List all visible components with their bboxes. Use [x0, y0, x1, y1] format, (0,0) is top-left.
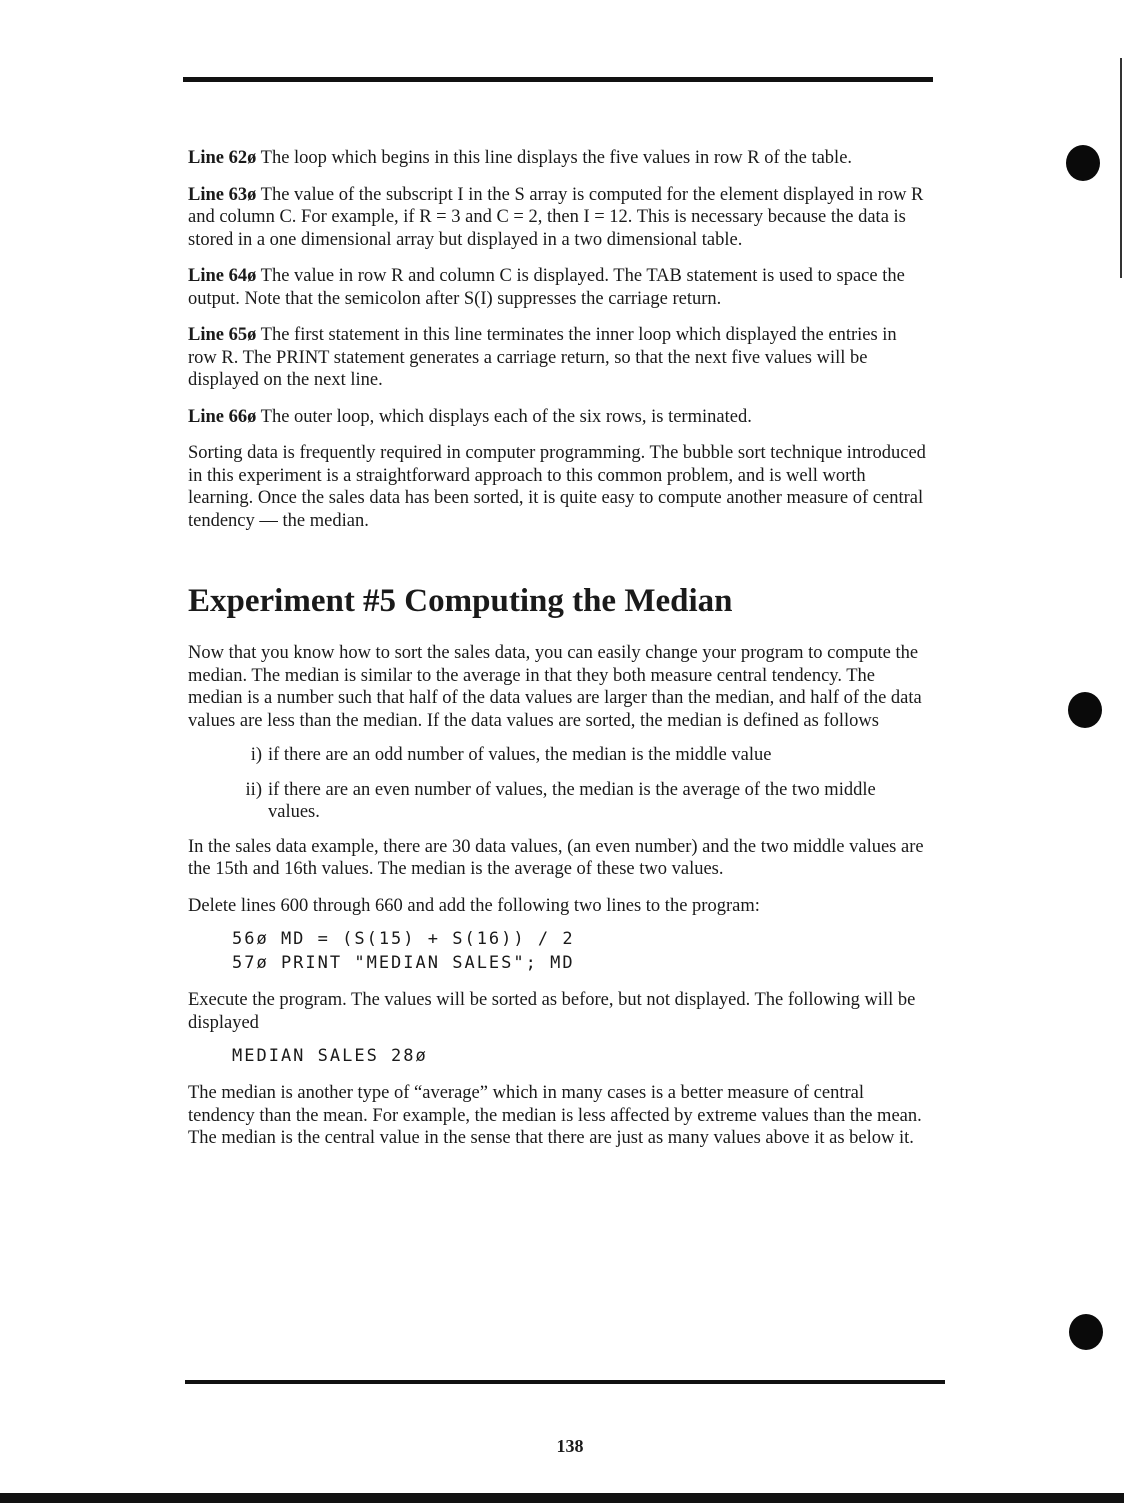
line-650-paragraph: [188, 324, 928, 392]
list-text: if there are an even number of values, the median is the average of the two middle values.: [268, 779, 876, 822]
paragraph-text: The first statement in this line terminates the inner loop which displayed the entries in row R. The PRINT statement generates a carriage return, so that the next five values will be displayed on the next line.: [188, 325, 897, 390]
section-heading: Experiment #5 Computing the Median: [188, 583, 733, 619]
paragraph-text: The loop which begins in this line displays the five values in row R of the table.: [256, 148, 853, 168]
binder-hole-middle: [1068, 692, 1102, 728]
list-number: ii): [245, 779, 262, 800]
list-text: if there are an odd number of values, the median is the middle value: [268, 745, 772, 765]
top-rule: [183, 77, 933, 82]
list-item: [234, 779, 928, 824]
binder-hole-bottom: [1069, 1314, 1103, 1350]
page-bottom-edge: [0, 1493, 1124, 1503]
line-label: Line 65ø: [188, 325, 257, 345]
page-edge-line: [1120, 58, 1122, 278]
line-label: Line 63ø: [188, 184, 257, 205]
code-block: [232, 927, 928, 975]
output-line: MEDIAN SALES 28ø: [232, 1046, 428, 1066]
intro-paragraph: Now that you know how to sort the sales data, you can easily change your program to compute the median. The median is similar to the average in that they both measure central tendency. The median is a number such that half of the data values are larger than the median, and half of the data values are less than the median. If the data values are sorted, the median is defined as follows: [188, 643, 922, 731]
code-line: 56ø MD = (S(15) + S(16)) / 2: [232, 929, 575, 949]
median-rules-list: [234, 744, 928, 824]
line-660-paragraph: [188, 406, 928, 429]
sorting-paragraph: Sorting data is frequently required in computer programming. The bubble sort technique introduced in this experiment is a straightforward approach to this common problem, and is well worth learning. Once the sales data has been sorted, it is quite easy to compute another measure of central tendency — the median.: [188, 443, 926, 531]
example-paragraph: In the sales data example, there are 30 data values, (an even number) and the two middle values are the 15th and 16th values. The median is the average of these two values.: [188, 836, 924, 879]
line-630-paragraph: [188, 184, 928, 252]
binder-hole-top: [1066, 145, 1100, 181]
bottom-rule: [185, 1380, 945, 1384]
paragraph-text: The value in row R and column C is displayed. The TAB statement is used to space the output. Note that the semicolon after S(I) suppresses the carriage return.: [188, 266, 905, 309]
paragraph-text: The outer loop, which displays each of the six rows, is terminated.: [256, 406, 752, 427]
list-number: i): [250, 745, 262, 765]
delete-paragraph: Delete lines 600 through 660 and add the following two lines to the program:: [188, 895, 760, 916]
page-content: [188, 147, 928, 1164]
paragraph-text: The value of the subscript I in the S array is computed for the element displayed in row R and column C. For example, if R = 3 and C = 2, then I = 12. This is necessary because the data is stored in a one dimensional array but displayed in a two dimensional table.: [188, 184, 924, 250]
closing-paragraph: The median is another type of “average” which in many cases is a better measure of central tendency than the mean. For example, the median is less affected by extreme values than the mean. The median is the central value in the sense that there are just as many values above it as below it.: [188, 1083, 922, 1148]
line-label: Line 66ø: [188, 406, 257, 427]
line-640-paragraph: [188, 265, 928, 310]
code-line: 57ø PRINT "MEDIAN SALES"; MD: [232, 953, 575, 973]
line-label: Line 64ø: [188, 266, 257, 286]
line-label: Line 62ø: [188, 148, 257, 168]
line-620-paragraph: [188, 147, 928, 170]
output-block: [232, 1044, 928, 1068]
list-item: [234, 744, 928, 767]
execute-paragraph: Execute the program. The values will be sorted as before, but not displayed. The following will be displayed: [188, 990, 916, 1033]
page-number: 138: [556, 1436, 584, 1456]
